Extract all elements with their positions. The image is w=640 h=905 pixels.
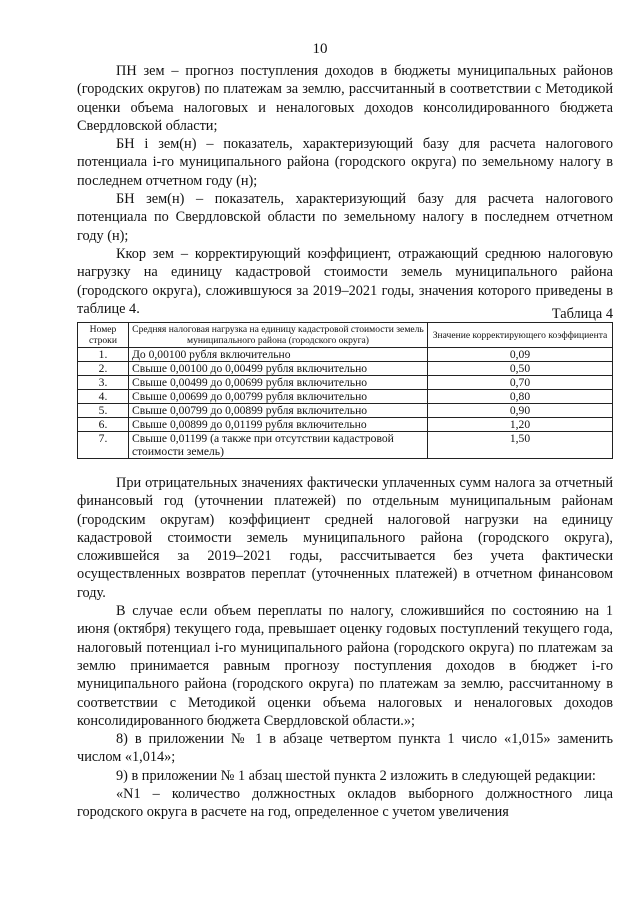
header-tax-load: Средняя налоговая нагрузка на единицу кадастровой стоимости земель муниципального района (городского округа) [129,323,428,348]
row-value: 0,80 [428,390,613,404]
paragraph: 8) в приложении № 1 в абзаце четвертом пункта 1 число «1,015» заменить числом «1,014»; [77,731,613,766]
header-row-number: Номер строки [78,323,129,348]
row-description: Свыше 0,00100 до 0,00499 рубля включительно [129,362,428,376]
table-row [78,348,613,362]
paragraph: БН зем(н) – показатель, характеризующий базу для расчета налогового потенциала по Свердловской области по земельному налогу в последнем отчетном году (н); [77,191,613,244]
document-body-bottom [77,474,613,822]
paragraph: «N1 – количество должностных окладов выборного должностного лица городского округа в расчете на год, определенное с учетом увеличения [77,786,613,821]
row-value: 0,50 [428,362,613,376]
row-value: 0,70 [428,376,613,390]
paragraph: Ккор зем – корректирующий коэффициент, отражающий среднюю налоговую нагрузку на единицу кадастровой стоимости земель муниципального района (городского округа), сложившуюся за 2019–2021 годы, значения которого приведены в таблице 4. [77,245,613,317]
row-number: 7. [78,432,129,459]
paragraph: БН i зем(н) – показатель, характеризующий базу для расчета налогового потенциала i-го муниципального района (городского округа) по земельному налогу в последнем отчетном году (н); [77,136,613,189]
row-number: 2. [78,362,129,376]
row-number: 1. [78,348,129,362]
row-description: Свыше 0,00899 до 0,01199 рубля включительно [129,418,428,432]
row-value: 1,50 [428,432,613,459]
header-coefficient: Значение корректирующего коэффициента [428,323,613,348]
paragraph: При отрицательных значениях фактически уплаченных сумм налога за отчетный финансовый год (уточнении платежей) по отдельным муниципальным районам (городским округам) коэффициент средней налоговой нагрузки на единицу кадастровой стоимости земель муниципального района (городского округа), сложившейся за 2019–2021 годы, рассчитывается без учета фактически осуществленных возвратов переплат (уточненных платежей) в отчетном финансовом году. [77,475,613,601]
table-row [78,376,613,390]
table-row [78,390,613,404]
paragraph: ПН зем – прогноз поступления доходов в бюджеты муниципальных районов (городских округов) по платежам за землю, рассчитанный в соответствии с Методикой оценки объема налоговых и неналоговых доходов консолидированного бюджета Свердловской области; [77,63,613,134]
row-value: 1,20 [428,418,613,432]
paragraph: В случае если объем переплаты по налогу, сложившийся по состоянию на 1 июня (октября) текущего года, превышает оценку годовых поступлений текущего года, налоговый потенциал i-го муниципального района (городского округа) по платежам за землю принимается равным прогнозу поступления доходов в бюджет i-го муниципального района (городского округа) по платежам за землю, рассчитанному в соответствии с Методикой оценки объема налоговых и неналоговых доходов консолидированного бюджета Свердловской области.»; [77,603,613,729]
table-label: Таблица 4 [551,306,613,322]
row-value: 0,90 [428,404,613,418]
row-description: Свыше 0,00799 до 0,00899 рубля включительно [129,404,428,418]
row-description: Свыше 0,00699 до 0,00799 рубля включительно [129,390,428,404]
row-description: До 0,00100 рубля включительно [129,348,428,362]
coefficient-table [77,322,613,459]
row-number: 6. [78,418,129,432]
row-number: 3. [78,376,129,390]
table-row [78,418,613,432]
paragraph: 9) в приложении № 1 абзац шестой пункта 2 изложить в следующей редакции: [116,767,596,784]
page-number: 10 [312,41,328,57]
row-number: 5. [78,404,129,418]
table-row [78,404,613,418]
table-header-row [78,323,613,348]
row-number: 4. [78,390,129,404]
table-row [78,362,613,376]
row-value: 0,09 [428,348,613,362]
row-description: Свыше 0,01199 (а также при отсутствии кадастровой стоимости земель) [129,432,428,459]
row-description: Свыше 0,00499 до 0,00699 рубля включительно [129,376,428,390]
document-body-top [77,62,613,318]
table-row [78,432,613,459]
